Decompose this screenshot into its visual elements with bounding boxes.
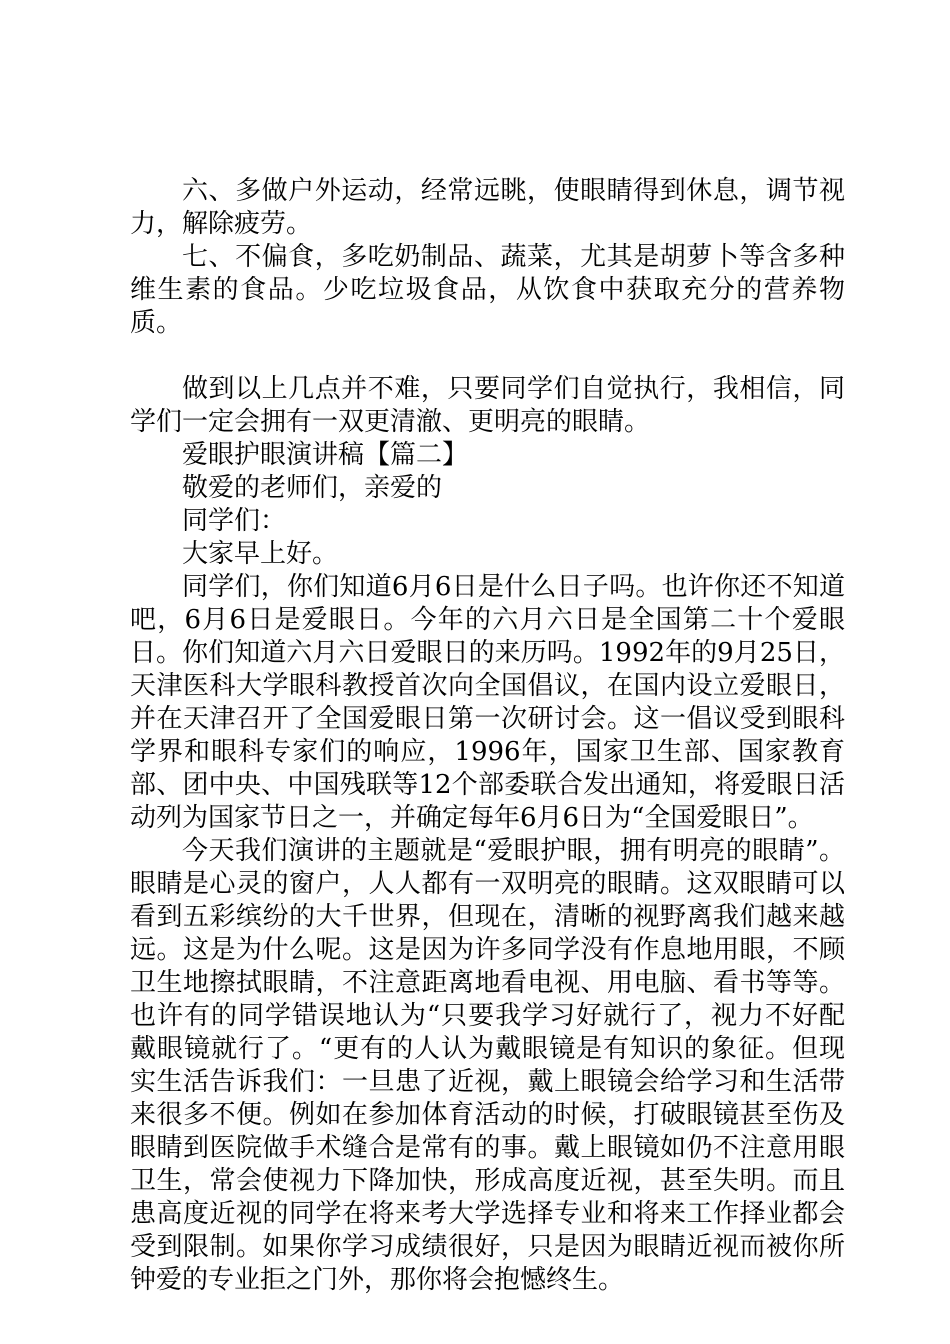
paragraph-tip-seven: 七、不偏食，多吃奶制品、蔬菜，尤其是胡萝卜等含多种维生素的食品。少吃垃圾食品，从饮食中获取充分的营养物质。 (130, 242, 845, 338)
paragraph-conclusion: 做到以上几点并不难，只要同学们自觉执行，我相信，同学们一定会拥有一双更清澈、更明亮的眼睛。 (130, 374, 845, 437)
greeting: 大家早上好。 (182, 539, 339, 569)
salutation-line-2: 同学们： (182, 506, 287, 536)
document-body (130, 175, 845, 1297)
paragraph-eye-day-history: 同学们，你们知道6月6日是什么日子吗。也许你还不知道吧，6月6日是爱眼日。今年的六月六日是全国第二十个爱眼日。你们知道六月六日爱眼日的来历吗。1992年的9月25日，天津医科大学眼科教授首次向全国倡议，在国内设立爱眼日，并在天津召开了全国爱眼日第一次研讨会。这一倡议受到眼科学界和眼科专家们的响应，1996年，国家卫生部、国家教育部、团中央、中国残联等12个部委联合发出通知，将爱眼日活动列为国家节日之一，并确定每年6月6日为“全国爱眼日”。 (130, 572, 845, 833)
salutation-line-1: 敬爱的老师们，亲爱的 (182, 473, 443, 503)
section-heading: 爱眼护眼演讲稿【篇二】 (182, 440, 469, 470)
paragraph-tip-six: 六、多做户外运动，经常远眺，使眼睛得到休息，调节视力，解除疲劳。 (130, 176, 845, 239)
paragraph-speech-theme: 今天我们演讲的主题就是“爱眼护眼，拥有明亮的眼睛”。眼睛是心灵的窗户，人人都有一双明亮的眼睛。这双眼睛可以看到五彩缤纷的大千世界，但现在，清晰的视野离我们越来越远。这是为什么呢。这是因为许多同学没有作息地用眼，不顾卫生地擦拭眼睛，不注意距离地看电视、用电脑、看书等等。也许有的同学错误地认为“只要我学习好就行了，视力不好配戴眼镜就行了。“更有的人认为戴眼镜是有知识的象征。但现实生活告诉我们：一旦患了近视，戴上眼镜会给学习和生活带来很多不便。例如在参加体育活动的时候，打破眼镜甚至伤及眼睛到医院做手术缝合是常有的事。戴上眼镜如仍不注意用眼卫生，常会使视力下降加快，形成高度近视，甚至失明。而且患高度近视的同学在将来考大学选择专业和将来工作择业都会受到限制。如果你学习成绩很好，只是因为眼睛近视而被你所钟爱的专业拒之门外，那你将会抱憾终生。 (130, 836, 845, 1295)
paragraph-gap (130, 340, 845, 373)
